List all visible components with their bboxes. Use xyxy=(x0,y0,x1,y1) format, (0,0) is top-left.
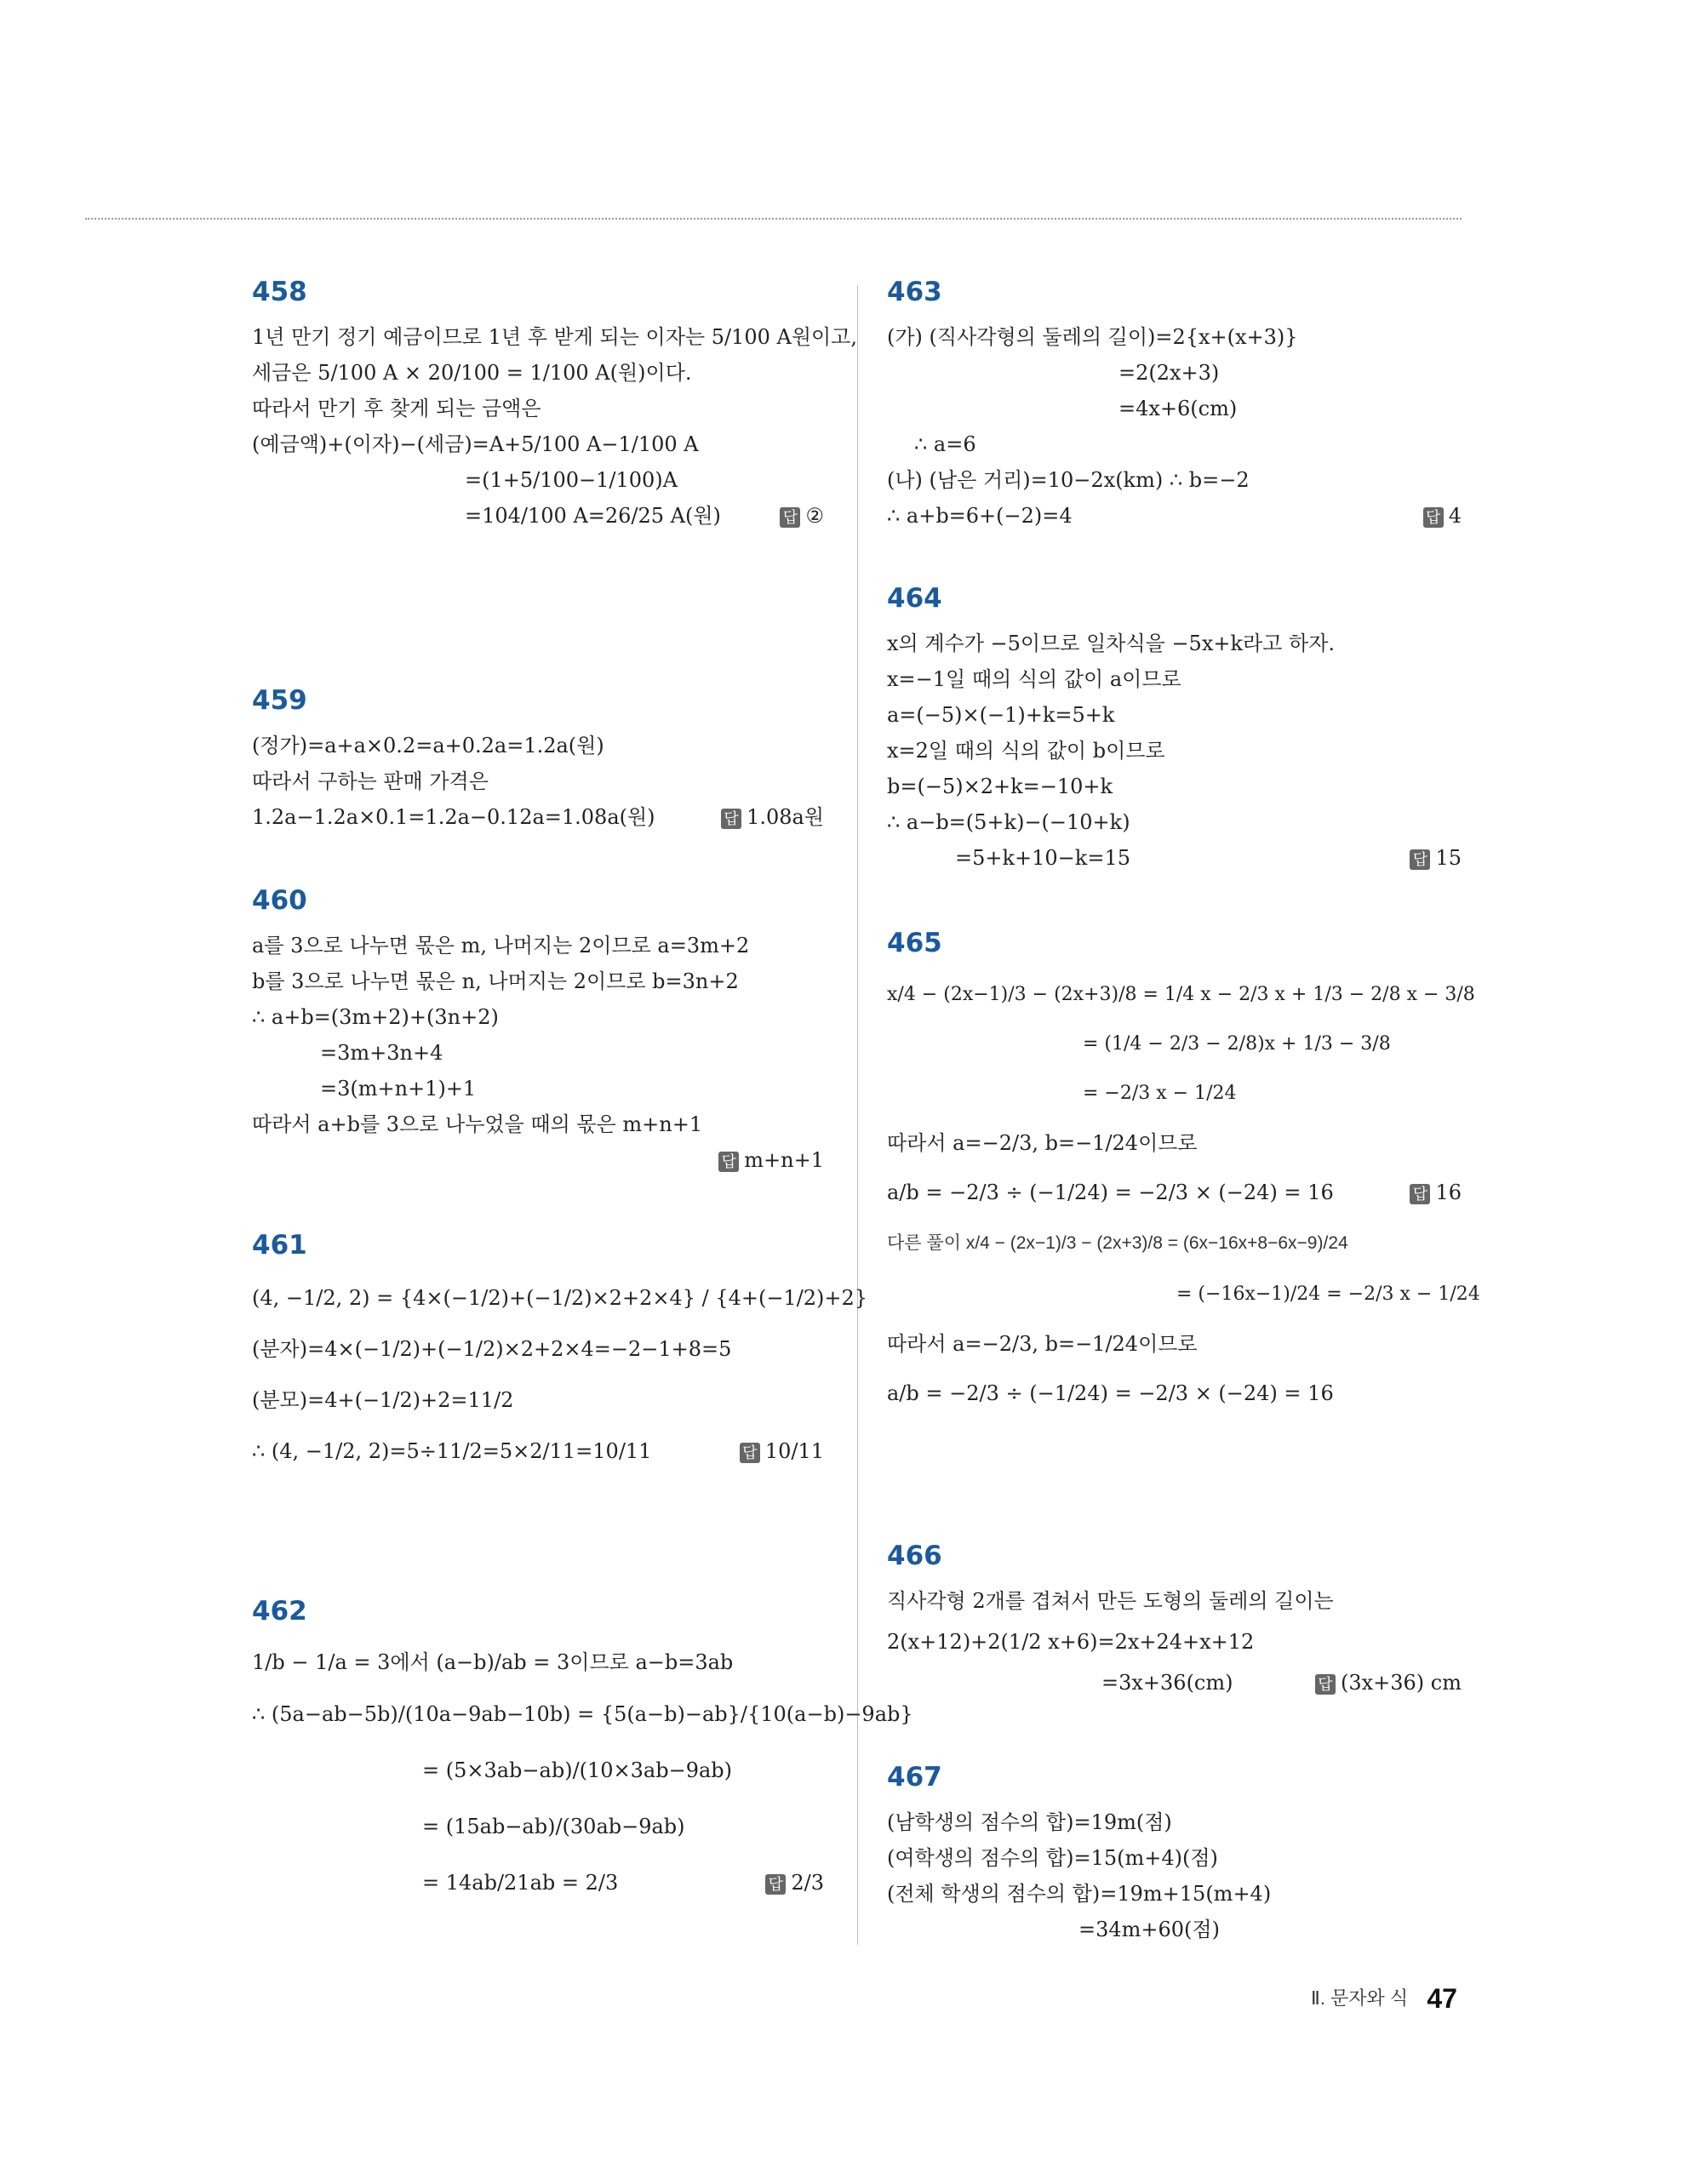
solution-text: 1.2a−1.2a×0.1=1.2a−0.12a=1.08a(원) xyxy=(252,805,655,829)
solution-line: =(1+5/100−1/100)A xyxy=(465,468,678,492)
solution-line: 2(x+12)+2(1/2 x+6)=2x+24+x+12 xyxy=(887,1630,1255,1654)
solution-line: =3m+3n+4 xyxy=(320,1041,443,1065)
problem-463 xyxy=(887,277,1462,534)
solution-line: x/4 − (2x−1)/3 − (2x+3)/8 = 1/4 x − 2/3 x + 1/3 − 2/8 x − 3/8 xyxy=(887,984,1475,1005)
answer-value: 15 xyxy=(1435,846,1462,870)
answer-badge: 답 xyxy=(1410,1184,1430,1204)
column-divider xyxy=(857,285,858,1945)
solution-line: =4x+6(cm) xyxy=(1118,397,1238,420)
page-footer xyxy=(1311,1983,1457,2015)
solution-line: x=−1일 때의 식의 값이 a이므로 xyxy=(887,667,1181,691)
solution-line: x=2일 때의 식의 값이 b이므로 xyxy=(887,739,1165,763)
solution-line: 따라서 a+b를 3으로 나누었을 때의 몫은 m+n+1 xyxy=(252,1112,703,1136)
problem-466 xyxy=(887,1541,1462,1701)
answer-badge: 답 xyxy=(740,1443,760,1463)
solution-line: 직사각형 2개를 겹쳐서 만든 도형의 둘레의 길이는 xyxy=(887,1589,1334,1613)
solution-text: a/b = −2/3 ÷ (−1/24) = −2/3 × (−24) = 16 xyxy=(887,1181,1334,1204)
answer xyxy=(718,1142,824,1178)
solution-line: b를 3으로 나누면 몫은 n, 나머지는 2이므로 b=3n+2 xyxy=(252,969,739,993)
answer xyxy=(1410,1168,1462,1217)
answer-badge: 답 xyxy=(721,809,741,829)
problem-number: 464 xyxy=(887,583,942,614)
solution-line: 따라서 a=−2/3, b=−1/24이므로 xyxy=(887,1332,1198,1356)
solution-line: =34m+60(점) xyxy=(1078,1918,1220,1941)
solution-line: =2(2x+3) xyxy=(1118,361,1220,385)
answer-badge: 답 xyxy=(1315,1674,1336,1695)
answer xyxy=(780,498,824,534)
solution-line: (여학생의 점수의 합)=15(m+4)(점) xyxy=(887,1846,1218,1870)
answer xyxy=(1410,840,1462,876)
answer-value: 10/11 xyxy=(764,1439,824,1463)
solution-text: ∴ a+b=6+(−2)=4 xyxy=(887,504,1073,528)
answer-badge: 답 xyxy=(765,1874,786,1895)
solution-line: ∴ a+b=(3m+2)+(3n+2) xyxy=(252,1005,499,1029)
solution-line xyxy=(887,498,1462,534)
solution-line: (남학생의 점수의 합)=19m(점) xyxy=(887,1810,1172,1834)
problem-462 xyxy=(252,1596,913,1911)
solution-line: b=(−5)×2+k=−10+k xyxy=(887,775,1113,798)
answer-value: 4 xyxy=(1448,504,1462,528)
solution-line xyxy=(252,1855,824,1911)
answer-value: m+n+1 xyxy=(744,1148,824,1172)
top-dotted-rule xyxy=(85,218,1462,220)
solution-line: a/b = −2/3 ÷ (−1/24) = −2/3 × (−24) = 16 xyxy=(887,1381,1334,1405)
solution-line: 따라서 a=−2/3, b=−1/24이므로 xyxy=(887,1131,1198,1155)
answer xyxy=(721,799,824,835)
problem-number: 467 xyxy=(887,1762,942,1792)
solution-line: x의 계수가 −5이므로 일차식을 −5x+k라고 하자. xyxy=(887,632,1336,655)
solution-line: (분자)=4×(−1/2)+(−1/2)×2+2×4=−2−1+8=5 xyxy=(252,1337,732,1361)
solution-line: (나) (남은 거리)=10−2x(km) ∴ b=−2 xyxy=(887,468,1250,492)
solution-line: = (5×3ab−ab)/(10×3ab−9ab) xyxy=(422,1758,733,1782)
solution-line xyxy=(252,799,824,835)
solution-line: (분모)=4+(−1/2)+2=11/2 xyxy=(252,1388,514,1412)
answer-value: (3x+36) cm xyxy=(1340,1671,1462,1695)
solution-line xyxy=(887,1168,1462,1217)
solution-line: = (15ab−ab)/(30ab−9ab) xyxy=(422,1815,685,1838)
solution-line: (4, −1/2, 2) = {4×(−1/2)+(−1/2)×2+2×4} / {4+(−1/2)+2} xyxy=(252,1286,868,1310)
solution-line xyxy=(252,498,824,534)
solution-line: (전체 학생의 점수의 합)=19m+15(m+4) xyxy=(887,1882,1272,1906)
problem-number: 459 xyxy=(252,685,307,716)
solution-line: a를 3으로 나누면 몫은 m, 나머지는 2이므로 a=3m+2 xyxy=(252,934,750,958)
solution-line: =3(m+n+1)+1 xyxy=(320,1077,477,1101)
answer xyxy=(1423,498,1462,534)
problem-460 xyxy=(252,885,824,1178)
solution-text: =3x+36(cm) xyxy=(1101,1671,1233,1695)
solution-line xyxy=(252,1426,824,1477)
problem-number: 458 xyxy=(252,277,307,307)
solution-line: 따라서 구하는 판매 가격은 xyxy=(252,769,489,793)
problem-467 xyxy=(887,1762,1462,1947)
solution-line: ∴ (5a−ab−5b)/(10a−9ab−10b) = {5(a−b)−ab}/{10(a−b)−9ab} xyxy=(252,1702,913,1726)
page-number: 47 xyxy=(1427,1983,1457,2014)
answer-badge: 답 xyxy=(1423,507,1444,528)
solution-text: =104/100 A=26/25 A(원) xyxy=(465,504,721,528)
answer xyxy=(765,1855,824,1911)
solution-line: (가) (직사각형의 둘레의 길이)=2{x+(x+3)} xyxy=(887,325,1298,349)
solution-line: ∴ a=6 xyxy=(914,432,976,456)
solution-line: = (−16x−1)/24 = −2/3 x − 1/24 xyxy=(1176,1284,1480,1305)
answer-badge: 답 xyxy=(1410,849,1430,870)
solution-text: = 14ab/21ab = 2/3 xyxy=(422,1871,619,1895)
answer xyxy=(1315,1665,1462,1701)
alternative-solution-line: 다른 풀이 x/4 − (2x−1)/3 − (2x+3)/8 = (6x−16x+8−6x−9)/24 xyxy=(887,1233,1348,1253)
solution-line xyxy=(887,1665,1462,1701)
problem-459 xyxy=(252,685,824,835)
solution-line: a=(−5)×(−1)+k=5+k xyxy=(887,703,1115,727)
answer-value: 16 xyxy=(1435,1181,1462,1204)
problem-461 xyxy=(252,1230,868,1477)
problem-number: 462 xyxy=(252,1596,307,1627)
solution-line: 따라서 만기 후 찾게 되는 금액은 xyxy=(252,397,541,420)
answer-badge: 답 xyxy=(718,1152,739,1172)
solution-line: = −2/3 x − 1/24 xyxy=(1083,1083,1237,1104)
problem-465 xyxy=(887,928,1480,1418)
solution-line: (예금액)+(이자)−(세금)=A+5/100 A−1/100 A xyxy=(252,432,699,456)
solution-line: 1년 만기 정기 예금이므로 1년 후 받게 되는 이자는 5/100 A원이고, xyxy=(252,325,857,349)
problem-464 xyxy=(887,583,1462,876)
solution-line xyxy=(252,1142,824,1178)
solution-line xyxy=(887,840,1462,876)
problem-number: 465 xyxy=(887,928,942,958)
answer-badge: 답 xyxy=(780,507,800,528)
problem-458 xyxy=(252,277,857,534)
answer-value: ② xyxy=(805,504,824,528)
solution-line: 1/b − 1/a = 3에서 (a−b)/ab = 3이므로 a−b=3ab xyxy=(252,1650,734,1674)
solution-line: ∴ a−b=(5+k)−(−10+k) xyxy=(887,810,1130,834)
solution-line: = (1/4 − 2/3 − 2/8)x + 1/3 − 3/8 xyxy=(1083,1033,1391,1055)
problem-number: 466 xyxy=(887,1541,942,1571)
answer-value: 2/3 xyxy=(791,1871,824,1895)
solution-text: =5+k+10−k=15 xyxy=(955,846,1130,870)
answer-value: 1.08a원 xyxy=(747,805,824,829)
problem-number: 463 xyxy=(887,277,942,307)
solution-text: ∴ (4, −1/2, 2)=5÷11/2=5×2/11=10/11 xyxy=(252,1439,652,1463)
problem-number: 460 xyxy=(252,885,307,916)
solution-line: 세금은 5/100 A × 20/100 = 1/100 A(원)이다. xyxy=(252,361,692,385)
solution-line: (정가)=a+a×0.2=a+0.2a=1.2a(원) xyxy=(252,734,604,758)
chapter-label: Ⅱ. 문자와 식 xyxy=(1311,1987,1409,2009)
answer xyxy=(740,1426,824,1477)
problem-number: 461 xyxy=(252,1230,307,1261)
